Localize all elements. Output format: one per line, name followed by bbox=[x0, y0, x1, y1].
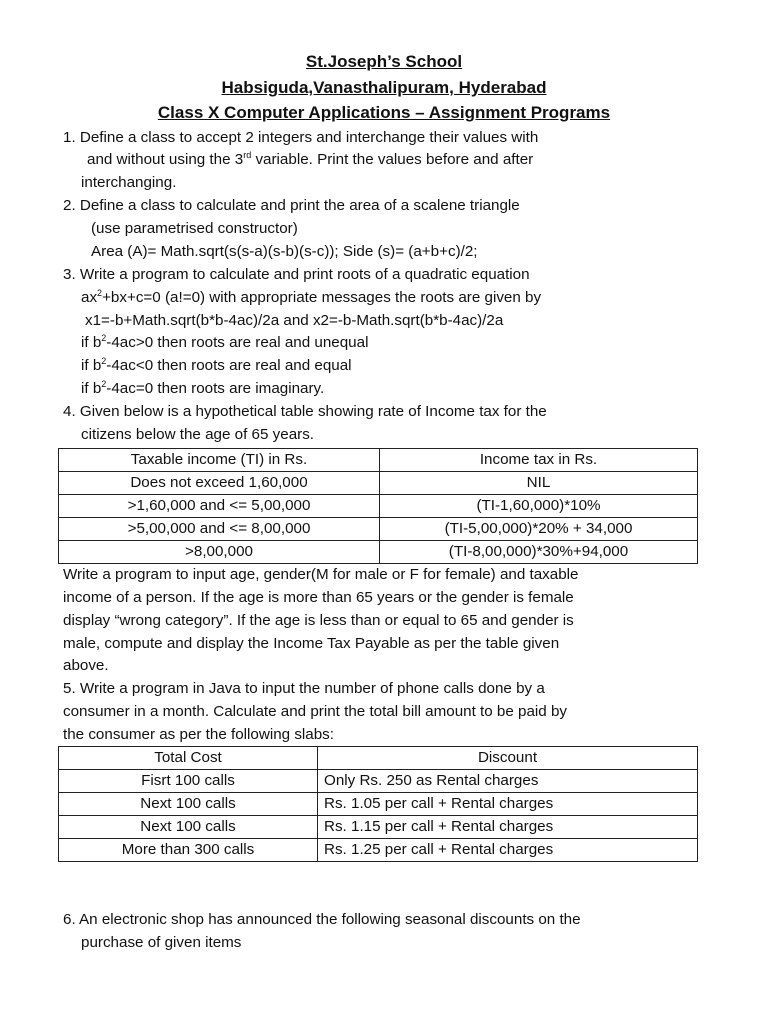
table-cell: Only Rs. 250 as Rental charges bbox=[318, 770, 698, 793]
table-header-row bbox=[59, 449, 698, 472]
q2-formula: Area (A)= Math.sqrt(s(s-a)(s-b)(s-c)); Side (s)= (a+b+c)/2; bbox=[91, 243, 478, 260]
q3-condition-3: if $b^2-4ac=0$ then roots are imaginary. bbox=[81, 379, 325, 397]
q4-para-3: display “wrong category”. If the age is less than or equal to 65 and gender is bbox=[63, 612, 574, 629]
table-cell: >8,00,000 bbox=[59, 541, 380, 564]
table-cell: (TI-8,00,000)*30%+94,000 bbox=[380, 541, 698, 564]
table-cell: Next 100 calls bbox=[59, 793, 318, 816]
table-cell: Does not exceed 1,60,000 bbox=[59, 472, 380, 495]
q3-roots-formula: x1=-b+Math.sqrt(b*b-4ac)/2a and x2=-b-Math.sqrt(b*b-4ac)/2a bbox=[85, 312, 504, 329]
phone-slab-table bbox=[58, 746, 698, 862]
table-row bbox=[59, 793, 698, 816]
table-cell: Rs. 1.05 per call + Rental charges bbox=[318, 793, 698, 816]
table-cell: NIL bbox=[380, 472, 698, 495]
school-location: Habsiguda,Vanasthalipuram, Hyderabad bbox=[221, 78, 547, 97]
q4-line-1: 4. Given below is a hypothetical table showing rate of Income tax for the bbox=[63, 403, 547, 420]
table-cell: Fisrt 100 calls bbox=[59, 770, 318, 793]
q5-line-3: the consumer as per the following slabs: bbox=[63, 726, 334, 743]
q3-line-1: 3. Write a program to calculate and print roots of a quadratic equation bbox=[63, 266, 530, 283]
table-cell: Rs. 1.25 per call + Rental charges bbox=[318, 839, 698, 862]
q2-line-1: 2. Define a class to calculate and print the area of a scalene triangle bbox=[63, 197, 520, 214]
q3-condition-2: if $b^2-4ac<0$ then roots are real and equal bbox=[81, 356, 352, 374]
table-header-cell: Discount bbox=[318, 747, 698, 770]
q4-line-2: citizens below the age of 65 years. bbox=[81, 426, 315, 443]
table-header-row bbox=[59, 747, 698, 770]
q3-condition-1: if $b^2-4ac>0$ then roots are real and unequal bbox=[81, 333, 369, 351]
q6-line-1: 6. An electronic shop has announced the following seasonal discounts on the bbox=[63, 911, 581, 928]
q2-line-2: (use parametrised constructor) bbox=[91, 220, 298, 237]
table-cell: >1,60,000 and <= 5,00,000 bbox=[59, 495, 380, 518]
q3-line-2: $ax^2+bx+c=0$ (a!=0) with appropriate messages the roots are given by bbox=[81, 288, 542, 306]
q4-para-2: income of a person. If the age is more than 65 years or the gender is female bbox=[63, 589, 574, 606]
table-row bbox=[59, 518, 698, 541]
q4-para-4: male, compute and display the Income Tax Payable as per the table given bbox=[63, 635, 560, 652]
table-cell: >5,00,000 and <= 8,00,000 bbox=[59, 518, 380, 541]
q6-line-2: purchase of given items bbox=[81, 934, 242, 951]
table-row bbox=[59, 472, 698, 495]
table-row bbox=[59, 839, 698, 862]
q5-line-2: consumer in a month. Calculate and print the total bill amount to be paid by bbox=[63, 703, 568, 720]
table-row bbox=[59, 541, 698, 564]
table-header-cell: Income tax in Rs. bbox=[380, 449, 698, 472]
table-row bbox=[59, 495, 698, 518]
page-title: Class X Computer Applications – Assignment Programs bbox=[157, 103, 611, 122]
q1-line-3: interchanging. bbox=[81, 174, 177, 191]
q1-line-1: 1. Define a class to accept 2 integers and interchange their values with bbox=[63, 129, 539, 146]
table-row bbox=[59, 770, 698, 793]
q1-line-2: and without using the 3rd variable. Print the values before and after bbox=[87, 150, 534, 168]
table-cell: (TI-1,60,000)*10% bbox=[380, 495, 698, 518]
table-header-cell: Taxable income (TI) in Rs. bbox=[59, 449, 380, 472]
table-cell: Rs. 1.15 per call + Rental charges bbox=[318, 816, 698, 839]
income-tax-table bbox=[58, 448, 698, 564]
table-cell: (TI-5,00,000)*20% + 34,000 bbox=[380, 518, 698, 541]
q5-line-1: 5. Write a program in Java to input the number of phone calls done by a bbox=[63, 680, 545, 697]
q4-para-1: Write a program to input age, gender(M for male or F for female) and taxable bbox=[63, 566, 579, 583]
table-header-cell: Total Cost bbox=[59, 747, 318, 770]
table-cell: Next 100 calls bbox=[59, 816, 318, 839]
school-name: St.Joseph’s School bbox=[305, 52, 463, 71]
table-row bbox=[59, 816, 698, 839]
q4-para-5: above. bbox=[63, 657, 109, 674]
table-cell: More than 300 calls bbox=[59, 839, 318, 862]
